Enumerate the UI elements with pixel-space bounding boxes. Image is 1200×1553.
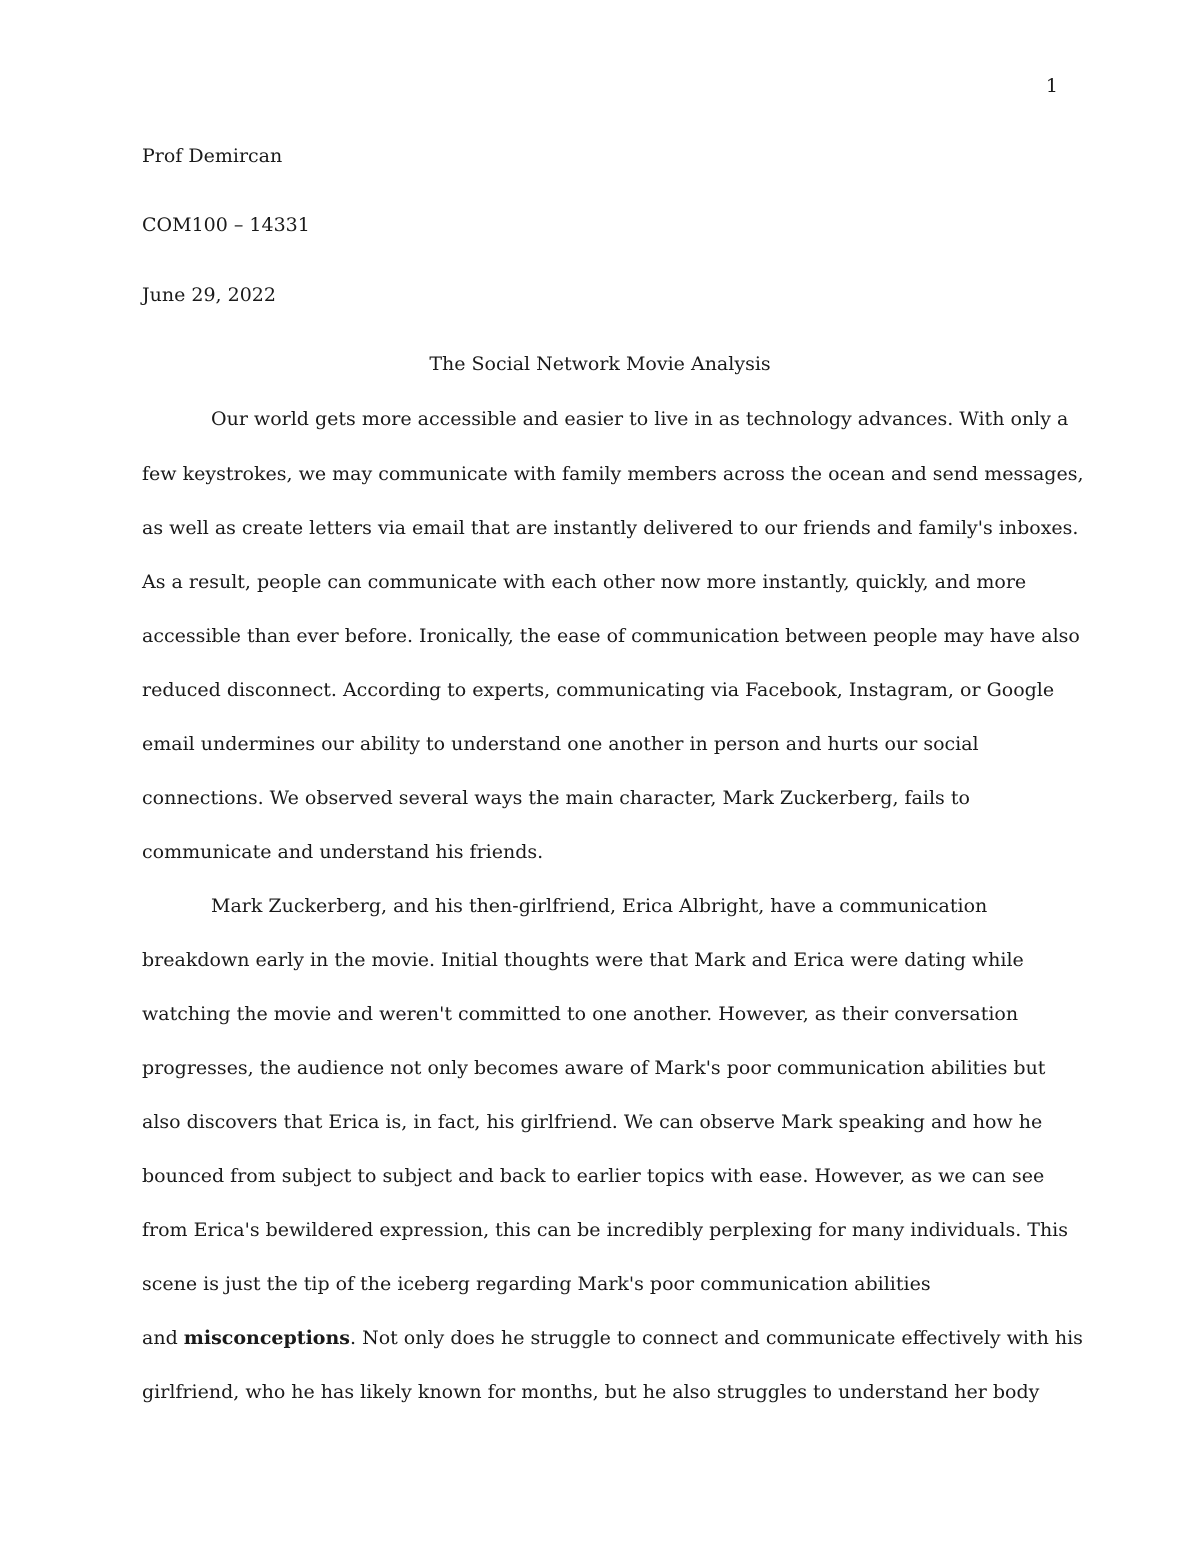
course-code: COM100 – 14331 (142, 214, 310, 236)
paragraph-2-line: Mark Zuckerberg, and his then-girlfriend, Erica Albright, have a communication (211, 895, 988, 917)
paragraph-1-line: connections. We observed several ways the main character, Mark Zuckerberg, fails to (142, 787, 970, 809)
line-prefix: and (142, 1327, 184, 1349)
paragraph-2-line: progresses, the audience not only becomes aware of Mark's poor communication abilities but (142, 1057, 1046, 1079)
paragraph-1-line: few keystrokes, we may communicate with family members across the ocean and send messages, (142, 463, 1084, 485)
paragraph-1-line: communicate and understand his friends. (142, 841, 544, 863)
bold-term: misconceptions (183, 1327, 350, 1349)
paragraph-2-line: scene is just the tip of the iceberg regarding Mark's poor communication abilities (142, 1273, 931, 1295)
paragraph-2-line: from Erica's bewildered expression, this can be incredibly perplexing for many individuals. This (142, 1219, 1069, 1241)
paragraph-1-line: As a result, people can communicate with each other now more instantly, quickly, and more (142, 571, 1027, 593)
paragraph-2-line: watching the movie and weren't committed to one another. However, as their conversation (142, 1003, 1019, 1025)
page-number: 1 (1045, 75, 1058, 97)
instructor-name: Prof Demircan (142, 145, 283, 167)
line-suffix: . Not only does he struggle to connect and communicate effectively with his (349, 1327, 1083, 1349)
document-date: June 29, 2022 (142, 284, 276, 306)
paragraph-1-line: reduced disconnect. According to experts, communicating via Facebook, Instagram, or Google (142, 679, 1055, 701)
paragraph-1-line: email undermines our ability to understand one another in person and hurts our social (142, 733, 979, 755)
paragraph-1-line: Our world gets more accessible and easier to live in as technology advances. With only a (211, 408, 1069, 430)
paragraph-2-line: breakdown early in the movie. Initial thoughts were that Mark and Erica were dating while (142, 949, 1024, 971)
paragraph-1-line: accessible than ever before. Ironically, the ease of communication between people may have also (142, 625, 1080, 647)
paragraph-2-line: girlfriend, who he has likely known for months, but he also struggles to understand her body (142, 1381, 1040, 1403)
paragraph-2-line-with-bold (142, 1326, 1083, 1350)
paragraph-2-line: also discovers that Erica is, in fact, his girlfriend. We can observe Mark speaking and how he (142, 1111, 1043, 1133)
document-title: The Social Network Movie Analysis (429, 353, 771, 375)
paragraph-2-line: bounced from subject to subject and back to earlier topics with ease. However, as we can see (142, 1165, 1045, 1187)
paragraph-1-line: as well as create letters via email that are instantly delivered to our friends and family's inboxes. (142, 517, 1079, 539)
